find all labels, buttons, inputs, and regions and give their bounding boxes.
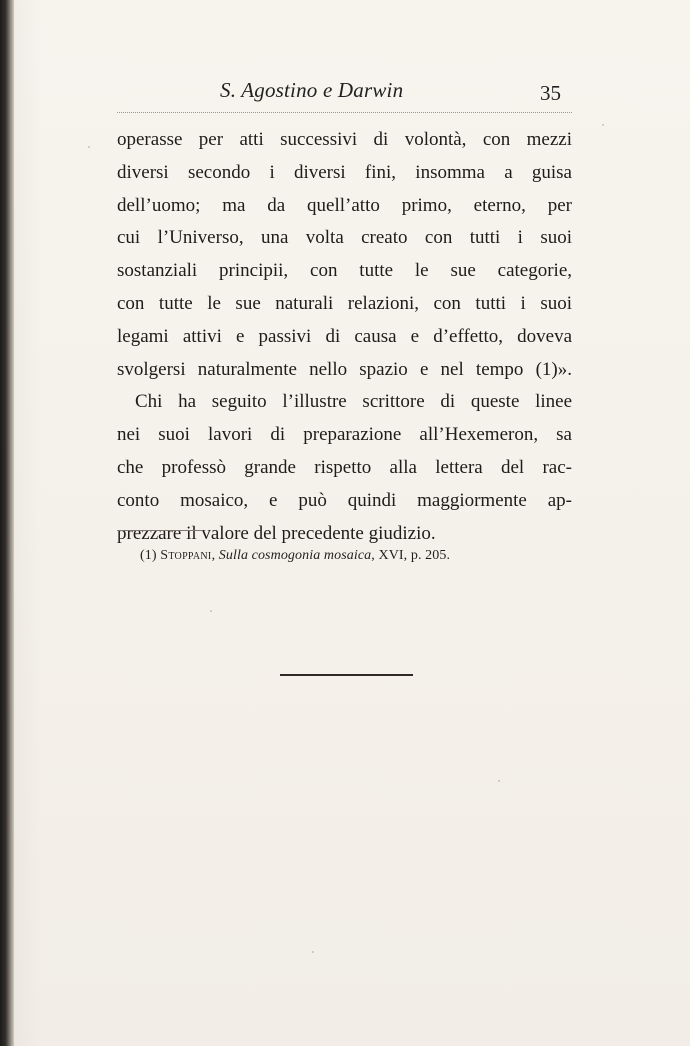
text-line: con tutte le sue naturali relazioni, con tutti i suoi xyxy=(117,292,572,314)
text-line: conto mosaico, e può quindi maggiormente ap- xyxy=(117,489,572,511)
footnote-title: Sulla cosmogonia mosaica xyxy=(218,548,372,563)
text-line: legami attivi e passivi di causa e d’effetto, doveva xyxy=(117,325,572,347)
text-line: Chi ha seguito l’illustre scrittore di queste linee xyxy=(135,391,572,413)
main-text-block xyxy=(117,124,572,550)
text-line: nei suoi lavori di preparazione all’Hexemeron, sa xyxy=(117,424,572,446)
text-line: prezzare il valore del precedente giudizio. xyxy=(117,522,436,544)
page-spine-shadow xyxy=(0,0,14,1046)
page-number: 35 xyxy=(540,81,561,105)
footnote-marker: (1) xyxy=(140,548,157,563)
text-line: sostanziali principii, con tutte le sue categorie, xyxy=(117,260,572,282)
paper-speck xyxy=(88,146,90,148)
text-line: dell’uomo; ma da quell’atto primo, eterno, per xyxy=(117,194,572,216)
footnote-rule xyxy=(117,530,203,531)
closing-rule xyxy=(280,674,413,676)
paper-speck xyxy=(602,124,604,126)
header-rule xyxy=(117,112,572,113)
text-line: cui l’Universo, una volta creato con tutti i suoi xyxy=(117,227,572,249)
text-line: diversi secondo i diversi fini, insomma a guisa xyxy=(117,161,572,183)
paper-speck xyxy=(210,610,212,612)
running-title: S. Agostino e Darwin xyxy=(220,78,404,102)
footnote-reference: XVI, p. 205. xyxy=(378,548,451,563)
text-line: operasse per atti successivi di volontà, con mezzi xyxy=(117,129,572,150)
footnote-author: Stoppani xyxy=(160,548,212,563)
paper-speck xyxy=(312,951,314,953)
text-line: svolgersi naturalmente nello spazio e nel tempo (1)». xyxy=(117,358,572,380)
text-line: che professò grande rispetto alla lettera del rac- xyxy=(117,456,572,478)
paper-speck xyxy=(498,780,500,782)
footnote: (1) Stoppani, Sulla cosmogonia mosaica, XVI, p. 205. xyxy=(140,548,451,563)
